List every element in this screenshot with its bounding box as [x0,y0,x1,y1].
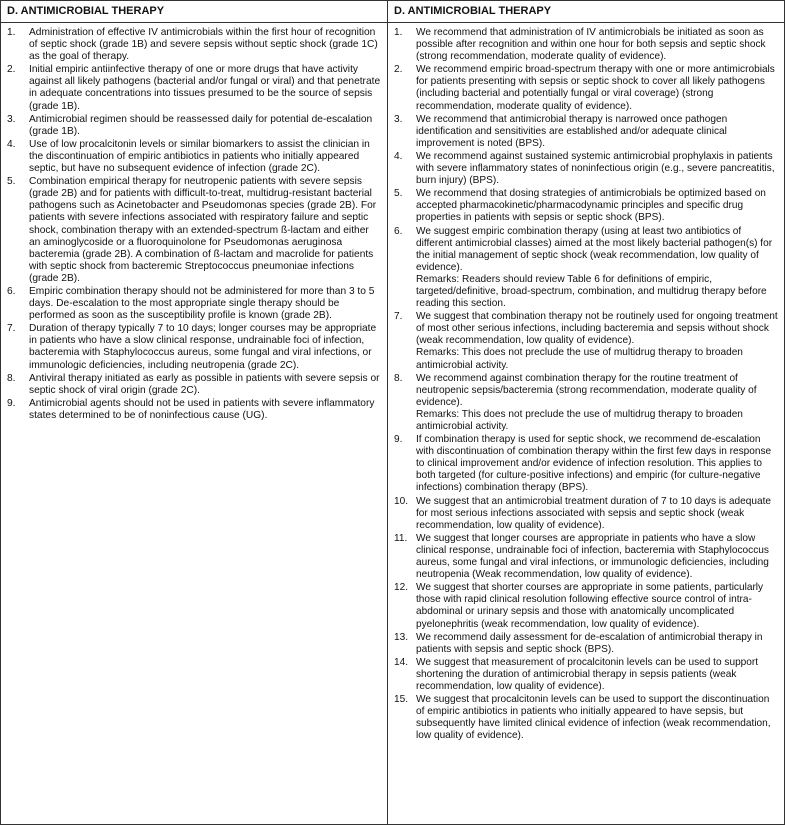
item-text: Duration of therapy typically 7 to 10 days; longer courses may be appropriate in patients who have a slow clinical response, undrainable foci of infection, bacteremia with Staphylococcus aureus, some fungal and viral infections, or immunologic deficiencies, including neutropenia (grade 2C). [29,323,377,371]
item-text: Antimicrobial agents should not be used in patients with severe inflammatory states determined to be of noninfectious cause (UG). [29,397,375,421]
list-item [7,27,381,63]
item-text: We recommend against sustained systemic antimicrobial prophylaxis in patients with severe inflammatory states of noninfectious origin (e.g., severe pancreatitis, burn injury) (BPS). [416,150,775,187]
item-text-block [416,694,778,742]
item-remark: Remarks: This does not preclude the use of multidrug therapy to broaden antimicrobial activity. [416,347,743,371]
list-item [394,533,778,581]
item-number: 6. [394,225,403,237]
item-text-block [29,323,381,371]
item-number: 1. [394,27,403,38]
item-text: We recommend that dosing strategies of antimicrobials be optimized based on accepted pharmacokinetic/pharmacodynamic principles and specific drug properties in patients with sepsis or septic shock (BPS). [416,188,766,224]
item-number: 2. [394,64,403,76]
list-item [394,373,778,433]
list-item [394,694,778,742]
item-text: We suggest that combination therapy not be routinely used for ongoing treatment of most other serious infections, including bacteremia and sepsis without shock (weak recommendation, low quality of evidence). [416,311,778,347]
item-number: 14. [394,656,409,668]
item-number: 13. [394,631,409,643]
item-text-block [29,64,381,112]
item-text: We recommend daily assessment for de-escalation of antimicrobial therapy in patients with sepsis and septic shock (BPS). [416,631,763,655]
item-number: 3. [394,113,403,125]
item-text: Antimicrobial regimen should be reassessed daily for potential de-escalation (grade 1B). [29,113,373,137]
item-number: 1. [7,27,16,38]
item-text: We recommend that antimicrobial therapy is narrowed once pathogen identification and sensitivities are established and/or adequate clinical improvement is noted (BPS). [416,113,728,149]
item-number: 4. [394,150,403,162]
list-item [394,632,778,656]
item-number: 5. [7,176,16,188]
item-text: If combination therapy is used for septic shock, we recommend de-escalation with discontinuation of combination therapy within the first few days in response to clinical improvement and/or evidence of infection resolution. This applies to both targeted (for culture-positive infections) and empiric (for culture-negative infections) combination therapy (BPS). [416,434,772,494]
item-text-block [416,582,778,630]
item-text: We recommend that administration of IV antimicrobials be initiated as soon as possible after recognition and within one hour for both sepsis and septic shock (strong recommendation, moderate quality of evidence). [416,27,766,63]
item-text: We suggest that measurement of procalcitonin levels can be used to support shortening the duration of antimicrobial therapy in sepsis patients (weak recommendation, low quality of evidence). [416,656,759,692]
right-column-header: D. ANTIMICROBIAL THERAPY [388,1,784,23]
item-text: Antiviral therapy initiated as early as possible in patients with severe sepsis or septic shock of viral origin (grade 2C). [29,372,380,396]
list-item [7,176,381,285]
list-item [394,657,778,693]
item-text: Initial empiric antiinfective therapy of one or more drugs that have activity against all likely pathogens (bacterial and/or fungal or viral) and that penetrate in adequate concentrations into tissues presumed to be the source of sepsis (grade 1B). [29,64,381,112]
item-text: We suggest that longer courses are appropriate in patients who have a slow clinical response, undrainable foci of infection, bacteremia with Staphylococcus aureus, some fungal and viral infections, or immunologic deficiencies, including neutropenia (Weak recommendation, low quality of evidence). [416,532,769,581]
item-number: 2. [7,64,16,76]
list-item [394,434,778,494]
right-column [388,1,784,824]
item-text-block [29,176,381,285]
item-text-block [416,632,778,656]
item-number: 12. [394,582,409,594]
list-item [394,226,778,311]
list-item [394,114,778,150]
list-item [7,139,381,175]
item-text: We suggest that an antimicrobial treatment duration of 7 to 10 days is adequate for most serious infections associated with sepsis and septic shock (weak recommendation, low quality of evidence). [416,495,771,531]
item-text-block [29,114,381,138]
item-text: Administration of effective IV antimicrobials within the first hour of recognition of septic shock (grade 1B) and severe sepsis without septic shock (grade 1C) as the goal of therapy. [29,27,378,63]
item-text-block [416,151,778,187]
item-text: We suggest empiric combination therapy (using at least two antibiotics of different antimicrobial classes) aimed at the most likely bacterial pathogen(s) for the initial management of septic shock (weak recommendation, low quality of evidence). [416,225,773,273]
list-item [394,27,778,63]
item-text-block [29,139,381,175]
item-text-block [416,373,778,433]
item-number: 5. [394,188,403,200]
item-text-block [416,496,778,532]
item-number: 9. [394,434,403,446]
item-text-block [416,657,778,693]
item-text-block [29,398,381,422]
left-column [1,1,388,824]
item-text-block [29,27,381,63]
item-text: We suggest that procalcitonin levels can be used to support the discontinuation of empiric antibiotics in patients who initially appeared to have sepsis, but subsequently have limited clinical evidence of infection (weak recommendation, low quality of evidence). [416,694,771,742]
list-item [7,114,381,138]
item-number: 8. [394,372,403,384]
item-text: Use of low procalcitonin levels or similar biomarkers to assist the clinician in the discontinuation of empiric antibiotics in patients who initially appeared septic, but have no subsequent evidence of infection (grade 2C). [29,138,370,175]
item-number: 9. [7,397,16,409]
item-text-block [416,434,778,494]
item-text: We suggest that shorter courses are appropriate in some patients, particularly those with rapid clinical resolution following effective source control of intra-abdominal or urinary sepsis and those with anatomically uncomplicated pyelonephritis (weak recommendation, low quality of evidence). [416,582,764,630]
list-item [7,64,381,112]
list-item [394,311,778,371]
list-item [394,582,778,630]
list-item [7,286,381,322]
left-column-header: D. ANTIMICROBIAL THERAPY [1,1,387,23]
item-number: 7. [7,323,16,335]
item-text: We recommend against combination therapy for the routine treatment of neutropenic sepsis/bacteremia (strong recommendation, moderate quality of evidence). [416,372,757,408]
item-text-block [416,311,778,371]
item-number: 7. [394,311,403,323]
item-number: 15. [394,694,409,706]
list-item [7,398,381,422]
list-item [394,188,778,224]
item-text-block [416,188,778,224]
item-text-block [29,373,381,397]
item-text-block [416,64,778,112]
list-item [394,64,778,112]
item-number: 11. [394,532,408,544]
item-text: We recommend empiric broad-spectrum therapy with one or more antimicrobials for patients presenting with sepsis or septic shock to cover all likely pathogens (including bacterial and potentially fungal or viral coverage) (strong recommendation, moderate quality of evidence). [416,64,775,112]
item-text-block [416,27,778,63]
list-item [7,323,381,371]
item-number: 6. [7,285,16,297]
item-text-block [416,114,778,150]
list-item [7,373,381,397]
item-text: Combination empirical therapy for neutropenic patients with severe sepsis (grade 2B) and for patients with difficult-to-treat, multidrug-resistant bacterial pathogens such as Acinetobacter and Pseudomonas species (grade 2B). For patients with severe infections associated with respiratory failure and septic shock, combination therapy with an extended-spectrum ß-lactam and either an aminoglycoside or a fluoroquinolone for Pseudomonas aeruginosa bacteremia (grade 2B). A combination of ß-lactam and macrolide for patients with septic shock from bacteremic Streptococcus pneumoniae infections (grade 2B). [29,176,377,284]
right-recommendation-list [388,23,784,742]
item-remark: Remarks: This does not preclude the use of multidrug therapy to broaden antimicrobial activity. [416,408,743,432]
item-number: 4. [7,138,16,150]
list-item [394,151,778,187]
item-text-block [416,226,778,311]
item-number: 3. [7,113,16,125]
left-recommendation-list [1,23,387,422]
item-number: 10. [394,495,409,507]
item-number: 8. [7,372,16,384]
list-item [394,496,778,532]
item-text: Empiric combination therapy should not be administered for more than 3 to 5 days. De-escalation to the most appropriate single therapy should be performed as soon as the susceptibility profile is known (grade 2B). [29,285,375,322]
item-text-block [416,533,778,581]
item-text-block [29,286,381,322]
item-remark: Remarks: Readers should review Table 6 for definitions of empiric, targeted/definitive, broad-spectrum, combination, and multidrug therapy before reading this section. [416,273,767,310]
